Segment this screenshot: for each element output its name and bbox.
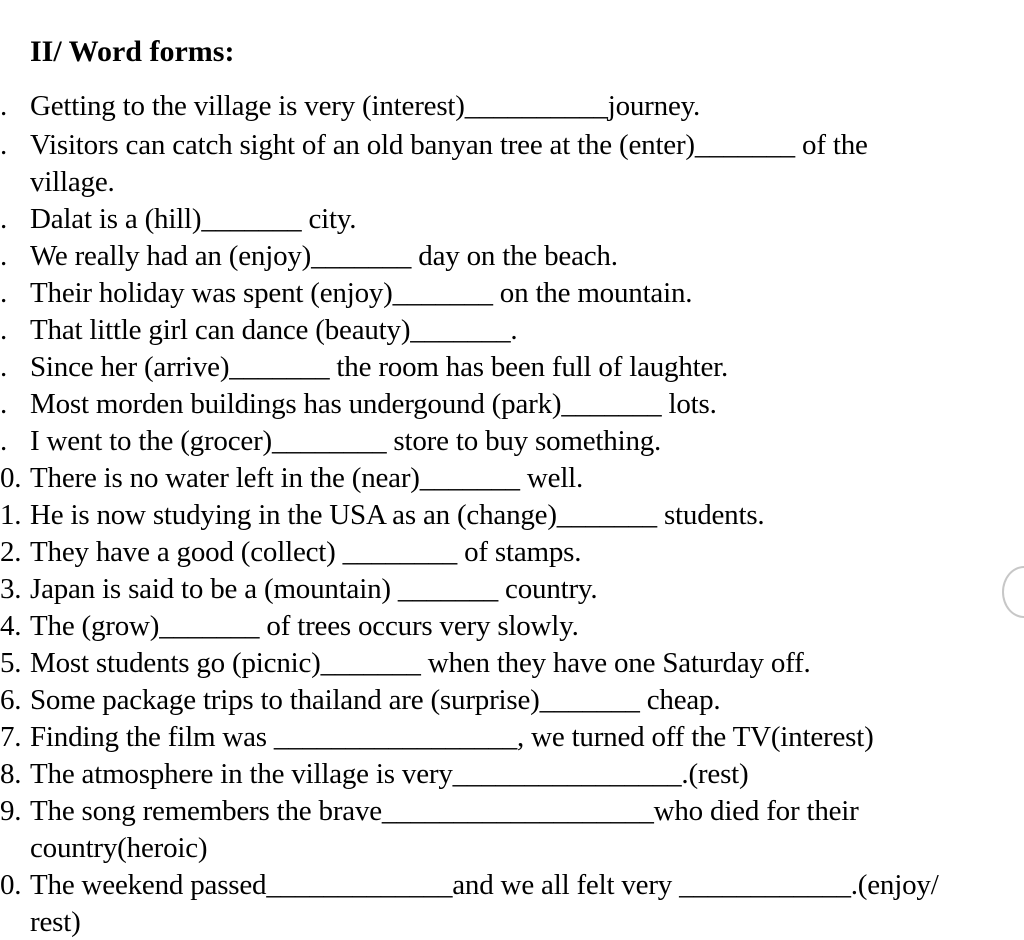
item-number: . bbox=[0, 277, 8, 309]
item-number: . bbox=[0, 351, 8, 383]
item-text: The weekend passed_____________and we all felt very ____________.(enjoy/ bbox=[30, 869, 939, 901]
item-number: . bbox=[0, 425, 8, 457]
item-number: . bbox=[0, 129, 8, 161]
item-text: Getting to the village is very (interest)__________journey. bbox=[30, 90, 701, 122]
item-text: There is no water left in the (near)_______ well. bbox=[30, 462, 584, 494]
item-text: Visitors can catch sight of an old banyan tree at the (enter)_______ of the bbox=[30, 129, 868, 161]
section-heading: II/ Word forms: bbox=[30, 35, 235, 68]
item-number: 5. bbox=[0, 647, 22, 679]
page-edge-button[interactable] bbox=[1002, 566, 1024, 618]
item-number: . bbox=[0, 314, 8, 346]
item-text: The (grow)_______ of trees occurs very slowly. bbox=[30, 610, 579, 642]
item-text: village. bbox=[30, 166, 115, 198]
item-number: . bbox=[0, 240, 8, 272]
item-number: 7. bbox=[0, 721, 22, 753]
item-number: . bbox=[0, 90, 8, 122]
item-number: . bbox=[0, 203, 8, 235]
item-number: 8. bbox=[0, 758, 22, 790]
item-number: 1. bbox=[0, 499, 22, 531]
item-number: 0. bbox=[0, 462, 22, 494]
item-number: . bbox=[0, 388, 8, 420]
item-text: Their holiday was spent (enjoy)_______ on the mountain. bbox=[30, 277, 693, 309]
item-text: They have a good (collect) ________ of stamps. bbox=[30, 536, 582, 568]
item-text: Japan is said to be a (mountain) _______ country. bbox=[30, 573, 598, 605]
item-number: 4. bbox=[0, 610, 22, 642]
item-number: 3. bbox=[0, 573, 22, 605]
item-number: 9. bbox=[0, 795, 22, 827]
item-text: rest) bbox=[30, 906, 81, 938]
item-text: country(heroic) bbox=[30, 832, 208, 864]
item-text: I went to the (grocer)________ store to buy something. bbox=[30, 425, 662, 457]
item-text: Most students go (picnic)_______ when they have one Saturday off. bbox=[30, 647, 811, 679]
item-number: 0. bbox=[0, 869, 22, 901]
item-text: Some package trips to thailand are (surprise)_______ cheap. bbox=[30, 684, 721, 716]
item-text: The atmosphere in the village is very________________.(rest) bbox=[30, 758, 749, 790]
item-text: He is now studying in the USA as an (change)_______ students. bbox=[30, 499, 765, 531]
item-number: 2. bbox=[0, 536, 22, 568]
item-text: Since her (arrive)_______ the room has been full of laughter. bbox=[30, 351, 729, 383]
item-text: Dalat is a (hill)_______ city. bbox=[30, 203, 357, 235]
item-text: The song remembers the brave___________________who died for their bbox=[30, 795, 859, 827]
item-text: Most morden buildings has undergound (park)_______ lots. bbox=[30, 388, 717, 420]
item-text: Finding the film was _________________, we turned off the TV(interest) bbox=[30, 721, 874, 753]
item-text: That little girl can dance (beauty)_______. bbox=[30, 314, 518, 346]
item-number: 6. bbox=[0, 684, 22, 716]
item-text: We really had an (enjoy)_______ day on the beach. bbox=[30, 240, 618, 272]
